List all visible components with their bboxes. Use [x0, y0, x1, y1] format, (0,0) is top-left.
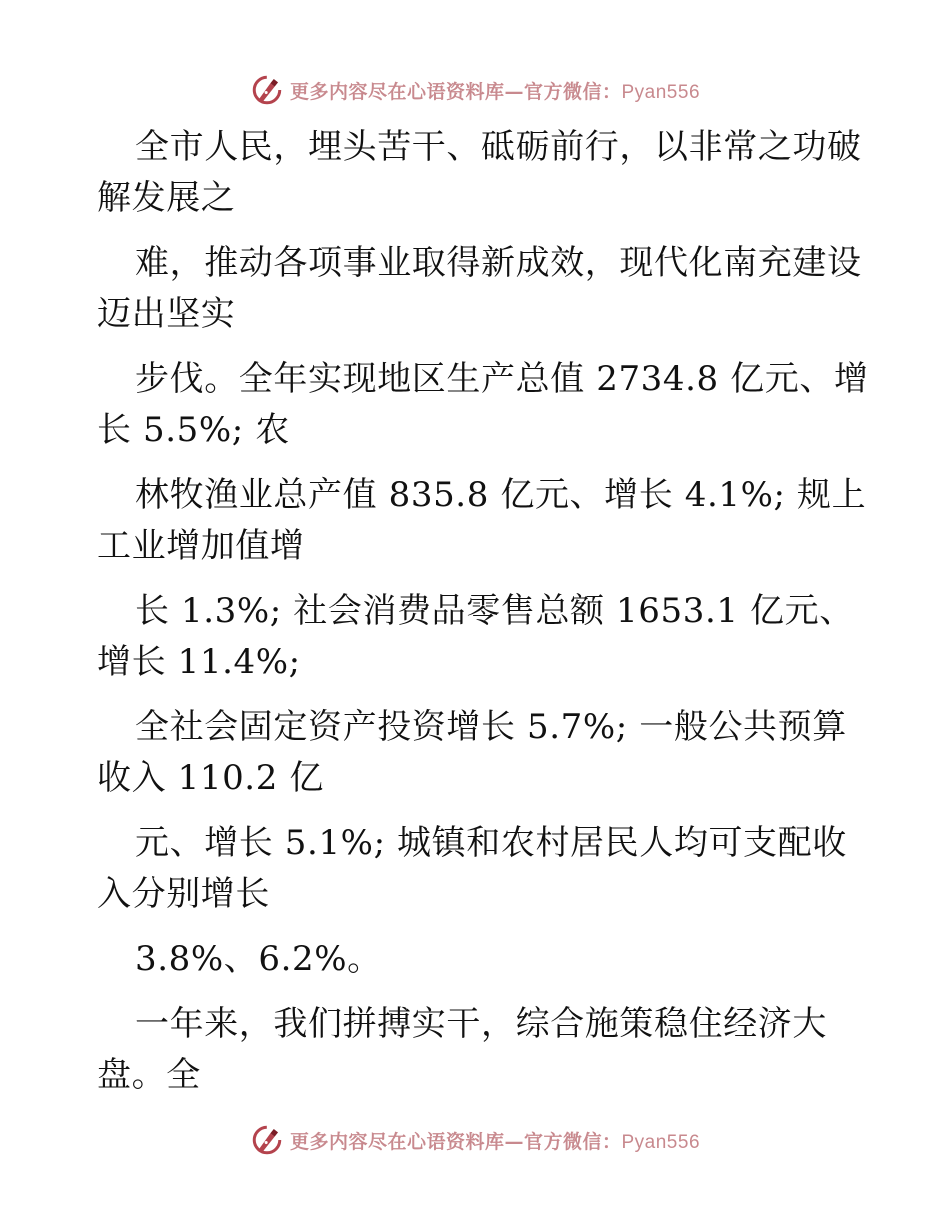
paragraph: [97, 934, 867, 985]
text-line: 盘。全: [97, 1055, 201, 1095]
text-line: 工业增加值增: [97, 526, 305, 566]
paragraph: [97, 999, 867, 1101]
text-line: 一年来，我们拼搏实干，综合施策稳住经济大: [135, 1004, 827, 1044]
text-line: 难，推动各项事业取得新成效，现代化南充建设: [135, 243, 862, 283]
text-line: 全社会固定资产投资增长 5.7%; 一般公共预算: [135, 707, 847, 747]
paragraph: [97, 702, 867, 804]
header-watermark: [0, 70, 950, 110]
watermark-id: Pyan556: [621, 1131, 701, 1153]
pen-nib-circle-icon: [250, 1123, 284, 1157]
watermark-text: 更多内容尽在心语资料库—官方微信：Pyan556: [289, 80, 701, 103]
text-line: 解发展之: [97, 178, 236, 218]
watermark-id: Pyan556: [621, 81, 701, 103]
paragraph: [97, 238, 867, 340]
paragraph: [97, 470, 867, 572]
watermark-text: 更多内容尽在心语资料库—官方微信：Pyan556: [289, 1130, 701, 1153]
paragraph: [97, 586, 867, 688]
paragraph: [97, 354, 867, 456]
text-line: 长 5.5%; 农: [97, 410, 290, 450]
text-line: 3.8%、6.2%。: [135, 939, 382, 979]
text-line: 增长 11.4%;: [97, 642, 301, 682]
text-line: 入分别增长: [97, 874, 270, 914]
text-line: 林牧渔业总产值 835.8 亿元、增长 4.1%; 规上: [135, 475, 867, 515]
footer-watermark: [0, 1120, 950, 1160]
paragraph: [97, 818, 867, 920]
text-line: 长 1.3%; 社会消费品零售总额 1653.1 亿元、: [135, 591, 854, 631]
document-body: [97, 122, 867, 1101]
paragraph: [97, 122, 867, 224]
pen-nib-circle-icon: [250, 73, 284, 107]
text-line: 元、增长 5.1%; 城镇和农村居民人均可支配收: [135, 823, 847, 863]
text-line: 收入 110.2 亿: [97, 758, 324, 798]
text-line: 步伐。全年实现地区生产总值 2734.8 亿元、增: [135, 359, 869, 399]
text-line: 迈出坚实: [97, 294, 236, 334]
text-line: 全市人民，埋头苦干、砥砺前行，以非常之功破: [135, 127, 862, 167]
